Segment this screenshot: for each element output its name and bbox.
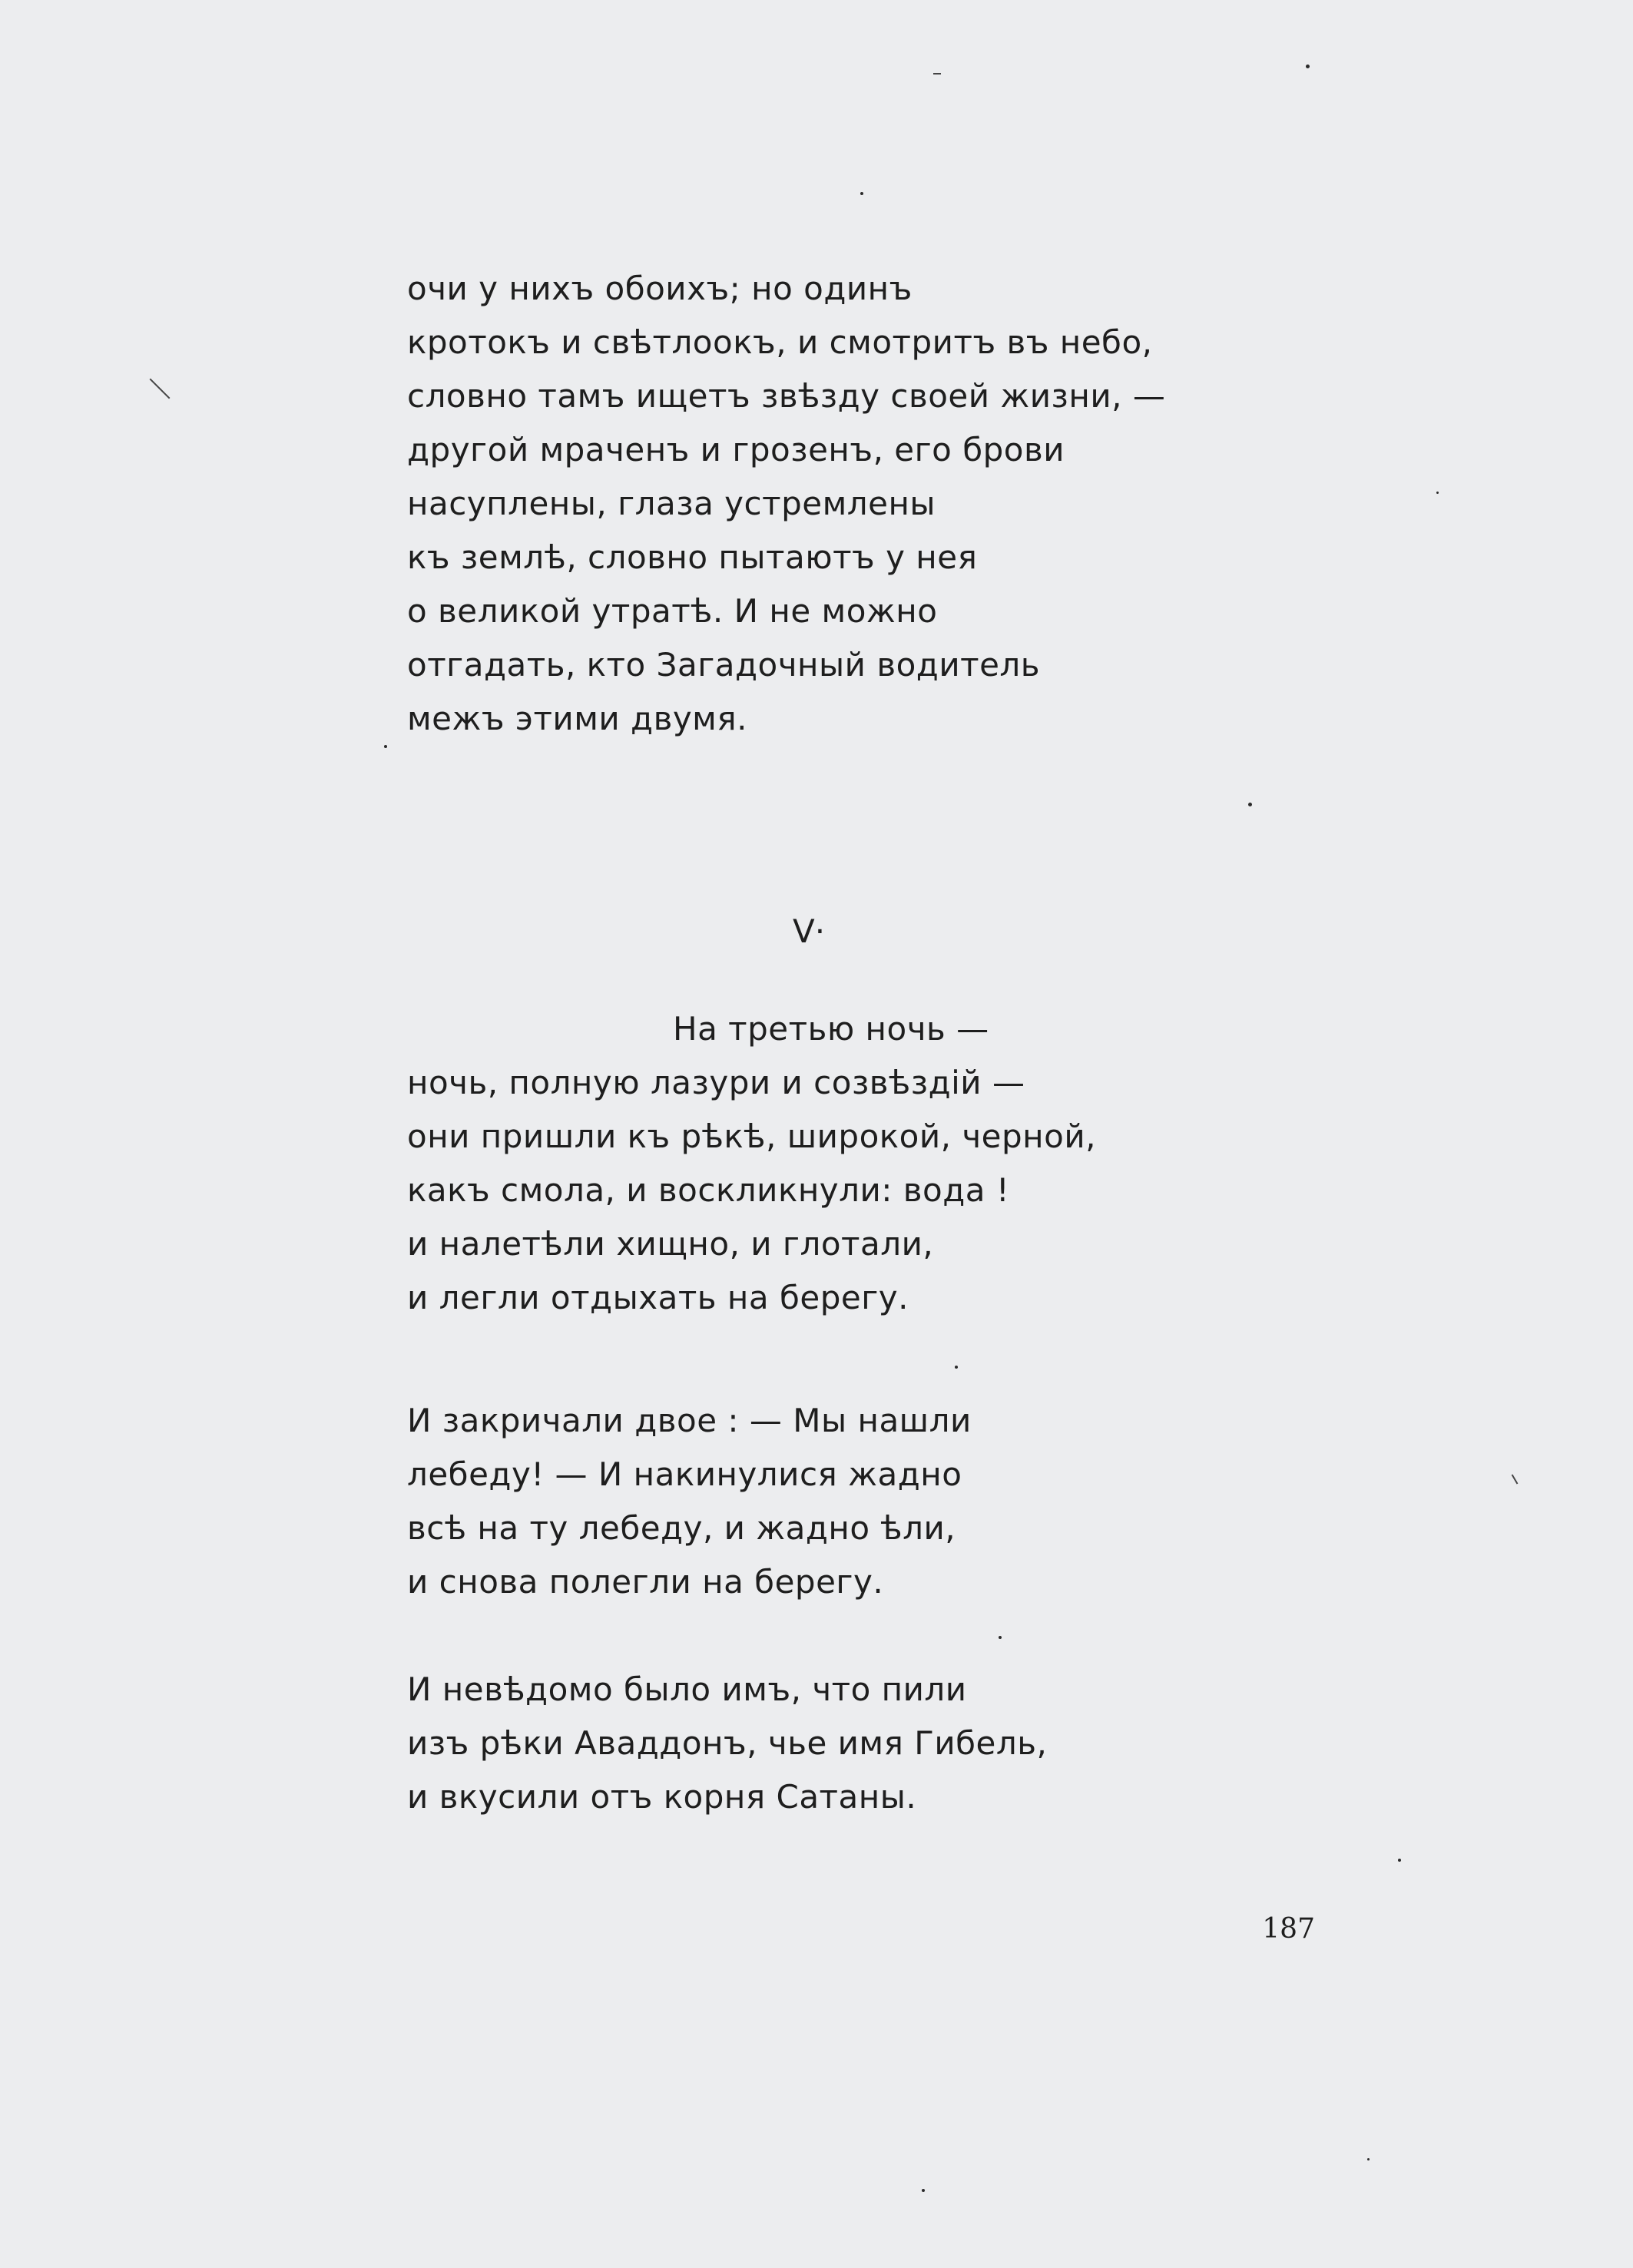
text-line: другой мраченъ и грозенъ, его брови <box>407 431 1065 468</box>
text-line: На третью ночь — <box>673 1010 989 1048</box>
section-number: V· <box>793 912 826 950</box>
paper-speck <box>999 1636 1002 1639</box>
paper-speck <box>1436 492 1439 494</box>
stanza-4 <box>407 1663 1329 1824</box>
paper-speck <box>1398 1859 1401 1862</box>
text-line: всѣ на ту лебеду, и жадно ѣли, <box>407 1509 956 1547</box>
paper-scratch <box>933 73 941 74</box>
text-line: межъ этими двумя. <box>407 700 747 737</box>
page-number: 187 <box>1262 1913 1315 1945</box>
paper-scratch <box>150 379 171 399</box>
text-line: И невѣдомо было имъ, что пили <box>407 1670 967 1708</box>
text-line: и налетѣли хищно, и глотали, <box>407 1225 934 1263</box>
text-line: кротокъ и свѣтлоокъ, и смотритъ въ небо, <box>407 323 1153 361</box>
text-line: ночь, полную лазури и созвѣздій — <box>407 1064 1025 1101</box>
paper-speck <box>384 745 387 748</box>
text-line: и вкусили отъ корня Сатаны. <box>407 1778 917 1816</box>
stanza-1 <box>407 262 1329 746</box>
text-line: отгадать, кто Загадочный водитель <box>407 646 1041 684</box>
text-line: изъ рѣки Аваддонъ, чье имя Гибель, <box>407 1724 1048 1762</box>
paper-speck <box>1367 2158 1370 2160</box>
text-line: какъ смола, и воскликнули: вода ! <box>407 1171 1010 1209</box>
paper-scratch <box>1512 1474 1519 1484</box>
text-line: И закричали двое : — Мы нашли <box>407 1402 972 1439</box>
text-line: и снова полегли на берегу. <box>407 1563 884 1601</box>
text-line: къ землѣ, словно пытаютъ у нея <box>407 538 978 576</box>
text-line: словно тамъ ищетъ звѣзду своей жизни, — <box>407 377 1166 415</box>
paper-speck <box>1306 65 1310 68</box>
paper-speck <box>1248 803 1252 806</box>
text-line: лебеду! — И накинулися жадно <box>407 1455 962 1493</box>
text-line: о великой утратѣ. И не можно <box>407 592 938 630</box>
stanza-2 <box>407 1002 1329 1325</box>
text-line: насуплены, глаза устремлены <box>407 485 936 522</box>
stanza-3 <box>407 1394 1329 1609</box>
text-line: они пришли къ рѣкѣ, широкой, черной, <box>407 1117 1096 1155</box>
text-line: очи у нихъ обоихъ; но одинъ <box>407 270 913 307</box>
paper-speck <box>922 2189 925 2192</box>
text-line: и легли отдыхать на берегу. <box>407 1279 909 1316</box>
paper-speck <box>860 192 863 195</box>
paper-speck <box>955 1366 958 1369</box>
